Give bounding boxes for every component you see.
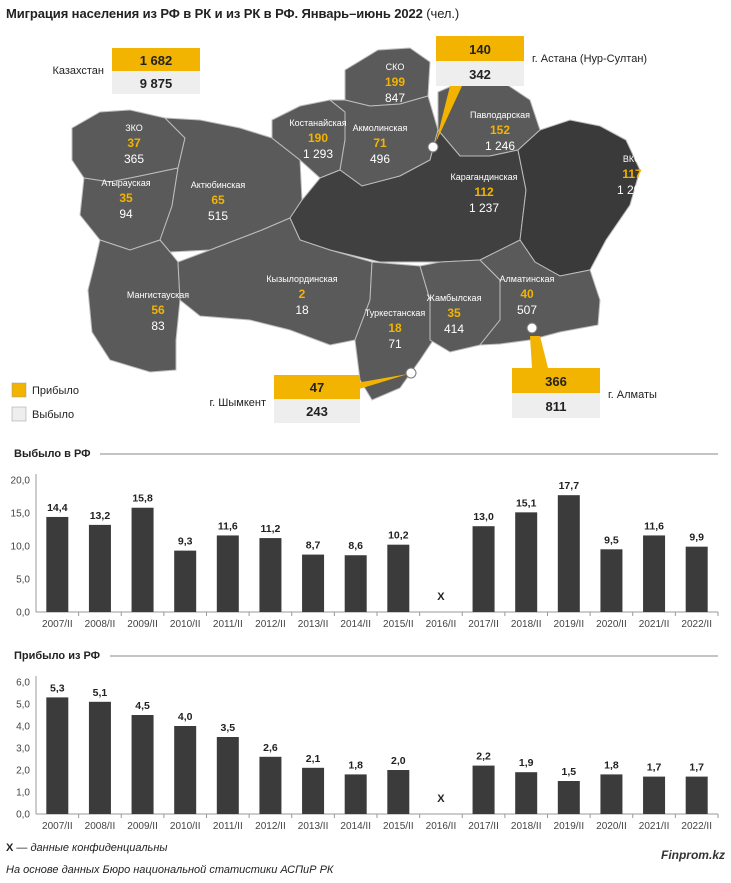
region-arrived-13: 40 — [520, 287, 534, 301]
chart-2-value-label: 1,8 — [348, 759, 363, 772]
region-arrived-10: 2 — [298, 287, 306, 301]
region-left-4: 1 293 — [302, 147, 334, 161]
chart-2-ytick: 6,0 — [16, 677, 30, 689]
chart-1-bar — [46, 517, 68, 612]
chart-1-bar — [600, 549, 622, 612]
chart-1-ytick: 10,0 — [10, 541, 30, 553]
chart-2-bar — [217, 737, 239, 814]
chart-2-xtick: 2018/II — [510, 821, 542, 832]
chart-2-bar — [302, 768, 324, 814]
chart-2-ytick: 0,0 — [16, 809, 30, 821]
chart-1-xtick: 2019/II — [553, 619, 585, 630]
region-name-10: Кызылординская — [266, 274, 338, 284]
chart-2-value-label: 3,5 — [220, 722, 236, 734]
chart-1-xtick: 2012/II — [255, 619, 286, 630]
title-unit: (чел.) — [426, 6, 460, 21]
chart-1-bar — [132, 508, 154, 612]
chart-2-value-label: 5,1 — [92, 686, 108, 699]
region-left-2: 515 — [207, 209, 229, 223]
chart-2-bar — [174, 726, 196, 814]
chart-1-bar — [89, 525, 111, 612]
chart-1-value-label: 11,6 — [217, 520, 238, 533]
region-arrived-5: 199 — [384, 75, 406, 89]
chart-1-ytick: 0,0 — [16, 607, 30, 619]
region-left-8: 1 237 — [468, 201, 500, 215]
chart-2-plot — [16, 676, 718, 832]
chart-2-xtick: 2017/II — [468, 821, 499, 832]
region-arrived-6: 71 — [373, 136, 387, 150]
chart-2-ytick: 2,0 — [16, 765, 30, 777]
chart-2-bar — [600, 774, 622, 814]
region-arrived-7: 152 — [489, 123, 511, 137]
legend-left-label: Выбыло — [32, 409, 75, 421]
chart-2-xtick: 2022/II — [681, 821, 712, 832]
chart-1-xtick: 2016/II — [425, 619, 457, 630]
chart-2-confidential-mark: X — [437, 793, 445, 805]
region-name-4: Костанайская — [289, 118, 347, 128]
chart-2-xtick: 2007/II — [42, 821, 73, 832]
chart-2-xtick: 2013/II — [297, 821, 329, 832]
chart-1-bar — [686, 547, 708, 612]
chart-2-value-label: 5,3 — [50, 682, 65, 695]
chart-1-value-label: 8,7 — [305, 539, 321, 552]
chart-2-bar — [89, 702, 111, 814]
almaty-left-value: 811 — [545, 399, 567, 414]
region-arrived-9: 117 — [622, 167, 642, 181]
region-arrived-2: 65 — [211, 193, 225, 207]
region-left-5: 847 — [384, 91, 406, 105]
almaty-arrived-value: 366 — [545, 374, 567, 389]
chart-1-value-label: 9,3 — [177, 535, 193, 548]
region-left-6: 496 — [369, 152, 391, 166]
chart-2-xtick: 2012/II — [255, 821, 286, 832]
chart-2-title: Прибыло из РФ — [14, 650, 101, 662]
chart-1-xtick: 2008/II — [84, 619, 116, 630]
chart-arrived-from-russia — [0, 642, 731, 842]
chart-2-xtick: 2009/II — [127, 821, 158, 832]
region-name-7: Павлодарская — [470, 110, 530, 120]
chart-2-xtick: 2008/II — [84, 821, 116, 832]
chart-2-bar — [46, 697, 68, 814]
chart-2-ytick: 4,0 — [16, 721, 30, 733]
region-name-1: Атырауская — [101, 178, 151, 188]
chart-1-value-label: 13,2 — [89, 509, 111, 522]
chart-2-value-label: 1,8 — [604, 759, 619, 772]
chart-2-xtick: 2014/II — [340, 821, 371, 832]
chart-2-bar — [473, 766, 495, 814]
source-note: На основе данных Бюро национальной статистики АСПиР РК — [6, 864, 334, 876]
chart-2-bar — [558, 781, 580, 814]
chart-1-xtick: 2010/II — [169, 619, 201, 630]
chart-1-xtick: 2014/II — [340, 619, 371, 630]
chart-1-confidential-mark: X — [437, 591, 445, 603]
region-name-11: Туркестанская — [364, 308, 426, 318]
chart-1-value-label: 14,4 — [47, 501, 68, 514]
chart-2-value-label: 2,6 — [263, 741, 278, 754]
region-left-7: 1 246 — [484, 139, 516, 153]
chart-2-bar — [643, 777, 665, 814]
chart-2-xtick: 2010/II — [169, 821, 201, 832]
chart-1-bar — [643, 535, 665, 612]
chart-2-bar — [259, 757, 281, 814]
legend-arrived-swatch — [12, 383, 26, 397]
chart-2-ytick: 1,0 — [16, 787, 30, 799]
chart-2-bar — [515, 772, 537, 814]
chart-1-bar — [558, 495, 580, 612]
footnote-mark: X — [6, 842, 14, 854]
chart-left-to-russia — [0, 440, 731, 640]
chart-1-title: Выбыло в РФ — [14, 448, 91, 460]
chart-1-xtick: 2015/II — [383, 619, 414, 630]
almaty-marker — [527, 323, 537, 333]
chart-1-ytick: 15,0 — [10, 508, 30, 520]
kazakhstan-name: Казахстан — [52, 65, 104, 77]
footnote-text: — данные конфиденциальны — [13, 842, 168, 854]
chart-1-xtick: 2021/II — [638, 619, 670, 630]
chart-1-bar — [217, 535, 239, 612]
chart-2-bar — [387, 770, 409, 814]
chart-1-plot — [11, 474, 718, 630]
region-left-0: 365 — [123, 152, 145, 166]
chart-2-xtick: 2015/II — [383, 821, 414, 832]
chart-1-value-label: 13,0 — [473, 511, 494, 524]
region-name-13: Алматинская — [499, 274, 555, 284]
region-name-3: Мангистауская — [126, 290, 190, 300]
kazakhstan-arrived-value: 1 682 — [139, 53, 173, 68]
kazakhstan-left-value: 9 875 — [139, 76, 173, 91]
chart-2-value-label: 1,9 — [518, 757, 534, 770]
chart-2-xtick: 2016/II — [425, 821, 457, 832]
region-name-12: Жамбылская — [426, 293, 482, 303]
region-left-11: 71 — [388, 337, 402, 351]
chart-1-value-label: 17,7 — [558, 480, 580, 493]
region-arrived-3: 56 — [151, 303, 165, 317]
region-name-8: Карагандинская — [450, 172, 518, 182]
region-arrived-1: 35 — [119, 191, 133, 205]
map-regions — [72, 48, 640, 400]
shymkent-marker — [406, 368, 416, 378]
chart-1-bar — [259, 538, 281, 612]
region-arrived-8: 112 — [474, 185, 494, 199]
region-arrived-4: 190 — [307, 131, 329, 145]
region-arrived-11: 18 — [388, 321, 402, 335]
chart-1-bar — [345, 555, 367, 612]
chart-1-bar — [302, 555, 324, 612]
chart-1-xtick: 2007/II — [42, 619, 73, 630]
chart-1-xtick: 2020/II — [596, 619, 627, 630]
astana-left-value: 342 — [469, 67, 491, 82]
chart-2-value-label: 1,7 — [646, 761, 662, 774]
chart-1-value-label: 11,6 — [644, 520, 664, 533]
chart-2-xtick: 2020/II — [596, 821, 627, 832]
region-mangistau — [88, 240, 180, 372]
chart-1-value-label: 15,1 — [515, 497, 537, 510]
chart-2-value-label: 4,0 — [177, 711, 193, 723]
astana-arrived-value: 140 — [469, 42, 491, 57]
footnote — [6, 842, 168, 854]
chart-1-ytick: 5,0 — [16, 574, 30, 586]
chart-2-ytick: 5,0 — [16, 699, 30, 711]
chart-1-value-label: 10,2 — [388, 529, 409, 542]
chart-1-value-label: 9,9 — [689, 531, 704, 544]
title-text: Миграция населения из РФ в РК и из РК в РФ. Январь–июнь 2022 — [6, 6, 423, 21]
kazakhstan-map — [0, 0, 731, 430]
shymkent-left-value: 243 — [306, 404, 328, 419]
chart-2-xtick: 2021/II — [638, 821, 670, 832]
chart-2-bar — [345, 774, 367, 814]
region-vko — [518, 120, 640, 276]
region-left-12: 414 — [443, 322, 465, 336]
region-left-3: 83 — [151, 319, 165, 333]
chart-1-xtick: 2018/II — [510, 619, 542, 630]
chart-2-bar — [132, 715, 154, 814]
chart-2-bar — [686, 777, 708, 814]
chart-1-xtick: 2022/II — [681, 619, 712, 630]
chart-1-bar — [387, 545, 409, 612]
region-left-1: 94 — [119, 207, 133, 221]
chart-1-xtick: 2011/II — [212, 619, 243, 630]
chart-2-xtick: 2019/II — [553, 821, 585, 832]
region-name-6: Акмолинская — [352, 123, 408, 133]
astana-marker — [428, 142, 438, 152]
chart-2-value-label: 2,0 — [391, 755, 406, 767]
chart-1-value-label: 11,2 — [260, 523, 281, 536]
chart-1-bar — [473, 526, 495, 612]
shymkent-name: г. Шымкент — [209, 397, 266, 409]
region-arrived-12: 35 — [447, 306, 461, 320]
chart-1-value-label: 8,6 — [348, 540, 363, 553]
chart-2-value-label: 1,7 — [689, 761, 704, 774]
chart-1-ytick: 20,0 — [10, 475, 30, 487]
shymkent-arrived-value: 47 — [309, 380, 325, 395]
region-left-10: 18 — [295, 303, 309, 317]
region-name-5: СКО — [385, 62, 405, 72]
chart-2-xtick: 2011/II — [212, 821, 243, 832]
chart-1-xtick: 2017/II — [468, 619, 499, 630]
region-left-9: 1 293 — [616, 183, 648, 197]
chart-1-value-label: 9,5 — [604, 534, 619, 547]
astana-name: г. Астана (Нур-Султан) — [532, 53, 648, 65]
chart-1-value-label: 15,8 — [132, 492, 153, 505]
brand-logo: Finprom.kz — [660, 848, 725, 862]
chart-1-xtick: 2009/II — [127, 619, 158, 630]
chart-2-ytick: 3,0 — [16, 743, 30, 755]
almaty-pointer — [530, 336, 548, 368]
region-name-0: ЗКО — [125, 123, 143, 133]
region-left-13: 507 — [516, 303, 538, 317]
chart-1-bar — [515, 512, 537, 612]
chart-2-value-label: 2,2 — [476, 750, 491, 763]
region-name-9: ВКО — [622, 154, 642, 164]
chart-2-value-label: 4,5 — [135, 700, 150, 712]
almaty-name: г. Алматы — [608, 389, 657, 401]
region-name-2: Актюбинская — [190, 180, 246, 190]
chart-2-value-label: 1,5 — [561, 766, 577, 778]
legend-left-swatch — [12, 407, 26, 421]
chart-1-xtick: 2013/II — [297, 619, 329, 630]
legend-arrived-label: Прибыло — [32, 385, 80, 397]
region-arrived-0: 37 — [127, 136, 141, 150]
chart-2-value-label: 2,1 — [305, 752, 321, 765]
chart-1-bar — [174, 551, 196, 612]
